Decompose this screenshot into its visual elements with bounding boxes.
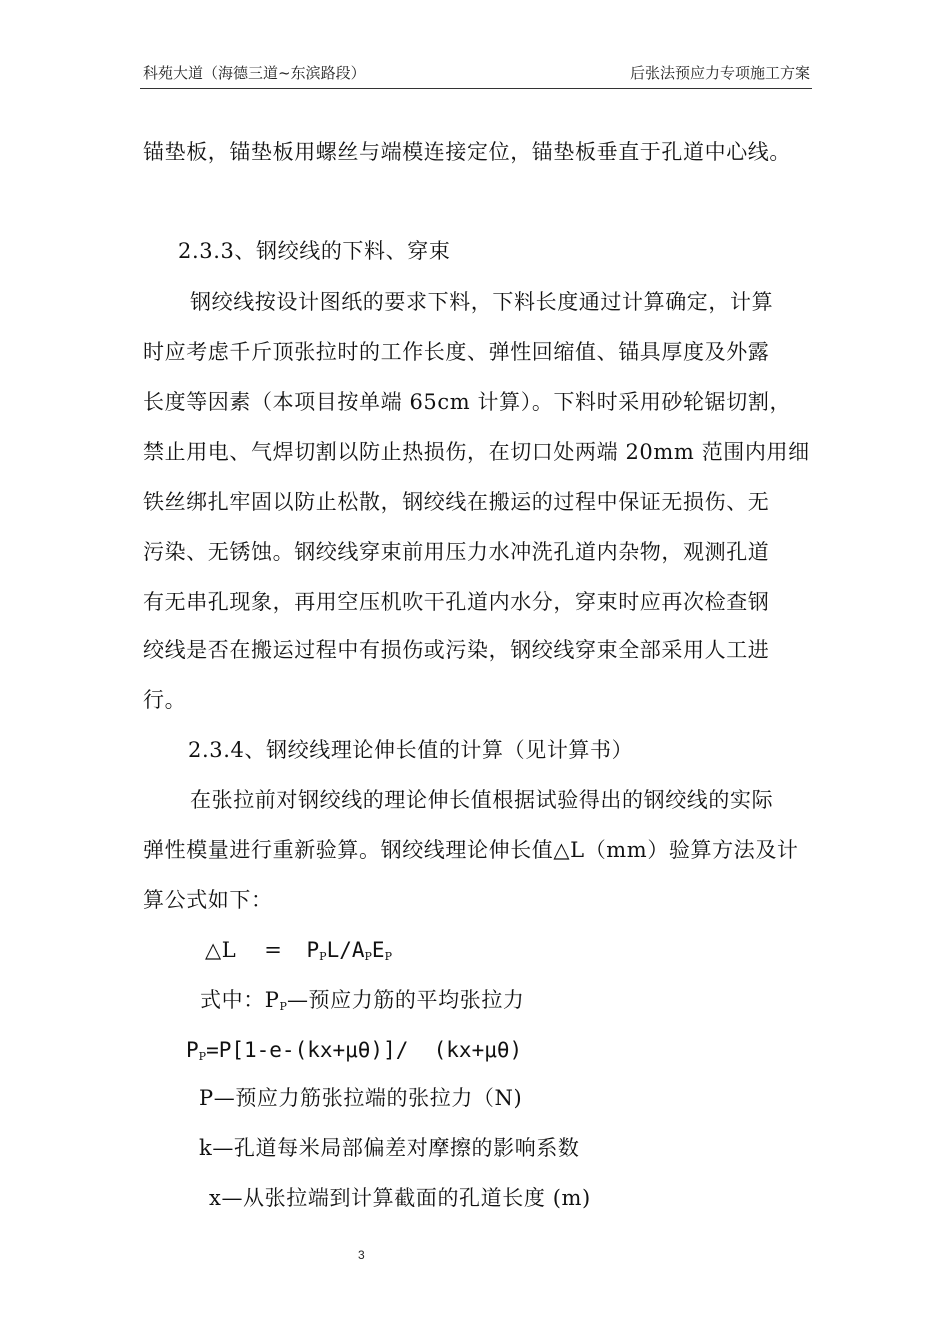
section-heading-2-3-3: 2.3.3、钢绞线的下料、穿束	[178, 239, 451, 263]
formula-average-tension	[186, 1036, 522, 1071]
paragraph-line: 绞线是否在搬运过程中有损伤或污染，钢绞线穿束全部采用人工进	[143, 638, 770, 662]
section-heading-2-3-4: 2.3.4、钢绞线理论伸长值的计算（见计算书）	[188, 738, 634, 762]
definition-pp-text: —预应力筋的平均张拉力	[286, 988, 525, 1012]
definition-p: P—预应力筋张拉端的张拉力（N)	[199, 1086, 523, 1110]
definition-k: k—孔道每米局部偏差对摩擦的影响系数	[199, 1136, 580, 1160]
formula-equals: =	[264, 938, 283, 962]
formula-lhs: △L	[205, 938, 237, 962]
formula2-p: P	[186, 1038, 199, 1062]
definition-pp	[200, 986, 525, 1021]
paragraph-line: 行。	[143, 688, 187, 712]
paragraph-line: 钢绞线按设计图纸的要求下料，下料长度通过计算确定，计算	[190, 290, 774, 314]
header-divider	[140, 88, 812, 89]
header-document-title: 后张法预应力专项施工方案	[629, 64, 810, 82]
paragraph-line: 锚垫板，锚垫板用螺丝与端模连接定位，锚垫板垂直于孔道中心线。	[143, 140, 791, 164]
definition-pp-subscript: P	[279, 1000, 287, 1013]
paragraph-line: 算公式如下：	[143, 888, 273, 912]
formula-elongation	[205, 936, 392, 971]
formula2-expression: =P[1-e-(kx+μθ)]/ (kx+μθ)	[206, 1038, 523, 1062]
paragraph-line: 弹性模量进行重新验算。钢绞线理论伸长值△L（mm）验算方法及计	[143, 838, 799, 862]
paragraph-line: 污染、无锈蚀。钢绞线穿束前用压力水冲洗孔道内杂物，观测孔道	[143, 540, 770, 564]
paragraph-line: 有无串孔现象，再用空压机吹干孔道内水分，穿束时应再次检查钢	[143, 590, 770, 614]
paragraph-line: 长度等因素（本项目按单端 65cm 计算）。下料时采用砂轮锯切割，	[143, 390, 792, 414]
paragraph-line: 在张拉前对钢绞线的理论伸长值根据试验得出的钢绞线的实际	[190, 788, 774, 812]
paragraph-line: 铁丝绑扎牢固以防止松散，钢绞线在搬运的过程中保证无损伤、无	[143, 490, 770, 514]
formula-p-subscript: P	[319, 950, 327, 963]
formula-mid: L/A	[326, 938, 365, 962]
page-number: 3	[358, 1248, 365, 1262]
formula-a-subscript: P	[364, 950, 372, 963]
paragraph-line: 时应考虑千斤顶张拉时的工作长度、弹性回缩值、锚具厚度及外露	[143, 340, 770, 364]
paragraph-line: 禁止用电、气焊切割以防止热损伤，在切口处两端 20mm 范围内用细	[143, 440, 810, 464]
formula-e: E	[371, 938, 385, 962]
definition-x: x—从张拉端到计算截面的孔道长度 (m)	[209, 1186, 591, 1210]
header-project-name: 科苑大道（海德三道~东滨路段）	[143, 64, 366, 82]
formula2-p-subscript: P	[198, 1050, 207, 1063]
definition-pp-prefix: 式中：P	[200, 988, 280, 1012]
formula-p: P	[306, 938, 320, 962]
formula-e-subscript: P	[384, 950, 392, 963]
